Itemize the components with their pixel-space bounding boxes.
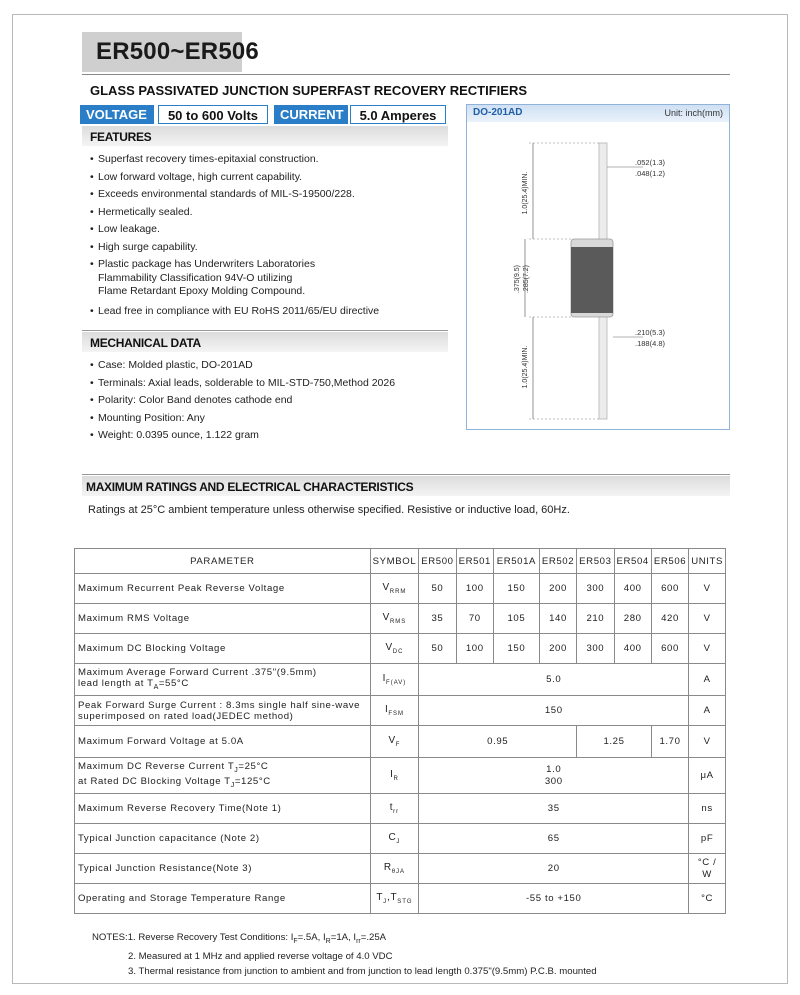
param-line: lead length at T [78,677,154,689]
note-text: =1A, I [330,932,357,943]
symbol-letter: t [389,802,394,813]
list-item: • Superfast recovery times-epitaxial construction. [90,153,450,167]
table-row [75,794,726,824]
package-drawing-panel [466,104,730,430]
header-er500: ER500 [419,549,456,574]
voltage-value: 50 to 600 Volts [158,105,268,124]
symbol-letter: C [388,832,397,843]
symbol-letter: R [383,862,392,873]
value-cell: 35 [419,794,689,824]
body-dia-max-label: .210(5.3) [635,328,666,337]
param-line: =25°C [238,760,269,772]
symbol-subscript: J [396,839,401,845]
body-length-max-label: .375(9.5) [514,264,521,294]
header-er504: ER504 [614,549,651,574]
value-cell: 1.70 [651,726,688,758]
value-cell: 1.25 [577,726,652,758]
table-row [75,604,726,634]
note-subscript: rr [356,937,361,945]
symbol-subscript: FSM [388,711,404,717]
param-cell [75,758,371,794]
symbol-subscript: RRM [389,589,407,595]
value-cell: 150 [493,574,539,604]
features-list [90,153,450,322]
table-row [75,664,726,696]
list-item: • Terminals: Axial leads, solderable to MIL-STD-750,Method 2026 [90,377,450,391]
note-3: 3. Thermal resistance from junction to ambient and from junction to lead length 0.375"(9.5mm) P.C.B. mounted [128,965,597,977]
value-cell: 0.95 [419,726,577,758]
param-subscript: J [230,781,235,789]
value-cell: 35 [419,604,456,634]
title-divider [82,74,730,75]
symbol-letter: I [384,704,389,715]
list-item-line: Plastic package has Underwriters Laboratories [98,258,316,270]
param-cell: Operating and Storage Temperature Range [75,884,371,914]
param-cell: Typical Junction capacitance (Note 2) [75,824,371,854]
unit-cell: V [689,726,726,758]
value-cell: 100 [456,634,493,664]
param-subscript: A [153,683,159,691]
ratings-note: Ratings at 25°C ambient temperature unless otherwise specified. Resistive or inductive load, 60Hz. [88,504,570,516]
note-2: 2. Measured at 1 MHz and applied reverse voltage of 4.0 VDC [128,950,393,962]
symbol-subscript: rr [393,809,400,815]
symbol-letter: V [385,642,393,653]
param-line: superimposed on rated load(JEDEC method) [78,710,294,722]
value-cell: 400 [614,574,651,604]
list-item: • Hermetically sealed. [90,206,450,220]
list-item: • Mounting Position: Any [90,412,450,426]
unit-cell: V [689,634,726,664]
header-er506: ER506 [651,549,688,574]
table-row [75,574,726,604]
symbol-cell [370,604,419,634]
symbol-cell [370,696,419,726]
param-cell: Typical Junction Resistance(Note 3) [75,854,371,884]
note-subscript: F [293,937,298,945]
current-tag: CURRENT [274,105,348,124]
package-name: DO-201AD [473,107,523,118]
value-cell: 200 [539,574,576,604]
list-item: • Weight: 0.0395 ounce, 1.122 gram [90,429,450,443]
list-item [90,258,450,299]
symbol-subscript: RMS [389,619,407,625]
value-cell: 600 [651,574,688,604]
table-header-row [75,549,726,574]
table-row [75,634,726,664]
value-cell: 420 [651,604,688,634]
value-cell: 210 [577,604,614,634]
symbol-subscript: DC [392,649,404,655]
value-cell: 5.0 [419,664,689,696]
symbol-subscript: θJA [391,869,406,875]
cathode-band [571,247,613,313]
ratings-divider [82,474,730,475]
symbol-letter: ,T [387,892,398,903]
unit-cell: pF [689,824,726,854]
header-er503: ER503 [577,549,614,574]
page-title: ER500~ER506 [96,38,259,65]
symbol-cell [370,574,419,604]
symbol-cell [370,884,419,914]
param-cell [75,696,371,726]
voltage-tag: VOLTAGE [80,105,154,124]
table-row [75,726,726,758]
param-line: =125°C [234,775,271,787]
ratings-heading: MAXIMUM RATINGS AND ELECTRICAL CHARACTERISTICS [86,480,414,494]
symbol-cell [370,726,419,758]
note-text: NOTES:1. Reverse Recovery Test Conditions: I [92,932,294,943]
unit-cell: ns [689,794,726,824]
value-cell: -55 to +150 [419,884,689,914]
lead-length-top-label: 1.0(25.4)MIN. [522,171,529,215]
value-cell: 100 [456,574,493,604]
list-item: • Lead free in compliance with EU RoHS 2011/65/EU directive [90,305,450,319]
diode-outline-drawing [467,105,731,431]
body-length-min-label: .285(7.2) [523,264,530,294]
param-cell: Maximum DC Blocking Voltage [75,634,371,664]
symbol-cell [370,758,419,794]
value-cell [419,758,689,794]
param-cell: Maximum Forward Voltage at 5.0A [75,726,371,758]
value-cell: 280 [614,604,651,634]
symbol-subscript: J [383,899,388,905]
table-row [75,696,726,726]
body-dia-min-label: .188(4.8) [635,339,666,348]
table-row [75,884,726,914]
value-cell: 300 [577,634,614,664]
value-cell: 400 [614,634,651,664]
unit-cell [689,854,726,884]
lead-dia-max-label: .052(1.3) [635,158,666,167]
mechanical-divider [82,330,448,331]
current-value: 5.0 Amperes [350,105,446,124]
value-cell: 300 [577,574,614,604]
value-cell: 70 [456,604,493,634]
header-er502: ER502 [539,549,576,574]
symbol-letter: I [382,673,387,684]
value-cell: 200 [539,634,576,664]
unit-line: W [702,868,712,880]
value-cell: 150 [419,696,689,726]
notes [92,930,597,979]
value-cell: 50 [419,634,456,664]
symbol-cell [370,794,419,824]
list-item: • Exceeds environmental standards of MIL-S-19500/228. [90,188,450,202]
symbol-letter: T [376,892,384,903]
unit-cell: μA [689,758,726,794]
symbol-subscript: F(AV) [386,680,407,686]
value-line: 1.0 [546,763,562,775]
symbol-cell [370,854,419,884]
table-row [75,854,726,884]
note-text: =.5A, I [297,932,326,943]
list-item: • High surge capability. [90,241,450,255]
symbol-letter: V [382,582,390,593]
list-item: • Polarity: Color Band denotes cathode end [90,394,450,408]
param-line: Peak Forward Surge Current : 8.3ms single half sine-wave [78,699,361,711]
symbol-letter: V [388,735,396,746]
unit-cell: A [689,664,726,696]
unit-cell: °C [689,884,726,914]
bottom-lead [599,315,607,419]
value-cell: 140 [539,604,576,634]
value-cell: 20 [419,854,689,884]
mechanical-list [90,359,450,447]
symbol-cell [370,824,419,854]
list-item-line: Flammability Classification 94V-O utilizing [98,271,293,284]
unit-cell: V [689,574,726,604]
header-units: UNITS [689,549,726,574]
value-cell: 65 [419,824,689,854]
symbol-subscript: F [395,742,401,748]
value-cell: 50 [419,574,456,604]
top-lead [599,143,607,249]
header-symbol: SYMBOL [370,549,419,574]
unit-cell: V [689,604,726,634]
header-parameter: PARAMETER [75,549,371,574]
table-row [75,824,726,854]
note-subscript: R [325,937,331,945]
param-subscript: J [234,766,239,774]
value-line: 300 [544,775,563,787]
param-cell [75,664,371,696]
list-item-line: Flame Retardant Epoxy Molding Compound. [98,285,306,297]
header-er501: ER501 [456,549,493,574]
param-line: Maximum DC Reverse Current T [78,760,235,772]
symbol-letter: V [382,612,390,623]
ratings-table [74,548,726,914]
table-row [75,758,726,794]
list-item: • Low leakage. [90,223,450,237]
symbol-letter: I [390,769,394,780]
value-cell: 150 [493,634,539,664]
unit-cell: A [689,696,726,726]
mechanical-heading: MECHANICAL DATA [90,336,201,350]
value-cell: 600 [651,634,688,664]
unit-line: °C / [697,856,717,868]
symbol-subscript: STG [397,899,413,905]
page-subtitle: GLASS PASSIVATED JUNCTION SUPERFAST RECOVERY RECTIFIERS [90,83,528,98]
header-er501a: ER501A [493,549,539,574]
param-line: =55°C [158,677,189,689]
list-item: • Low forward voltage, high current capability. [90,171,450,185]
param-cell: Maximum Reverse Recovery Time(Note 1) [75,794,371,824]
note-1 [92,930,597,949]
list-item: • Case: Molded plastic, DO-201AD [90,359,450,373]
param-cell: Maximum Recurrent Peak Reverse Voltage [75,574,371,604]
symbol-cell [370,664,419,696]
features-heading: FEATURES [90,130,152,144]
param-line: at Rated DC Blocking Voltage T [78,775,231,787]
package-unit: Unit: inch(mm) [664,108,723,118]
note-text: =.25A [360,932,387,943]
symbol-subscript: R [393,776,399,782]
param-cell: Maximum RMS Voltage [75,604,371,634]
param-line: Maximum Average Forward Current .375"(9.5mm) [78,666,317,678]
symbol-cell [370,634,419,664]
lead-dia-min-label: .048(1.2) [635,169,666,178]
value-cell: 105 [493,604,539,634]
lead-length-bottom-label: 1.0(25.4)MIN. [522,345,529,389]
